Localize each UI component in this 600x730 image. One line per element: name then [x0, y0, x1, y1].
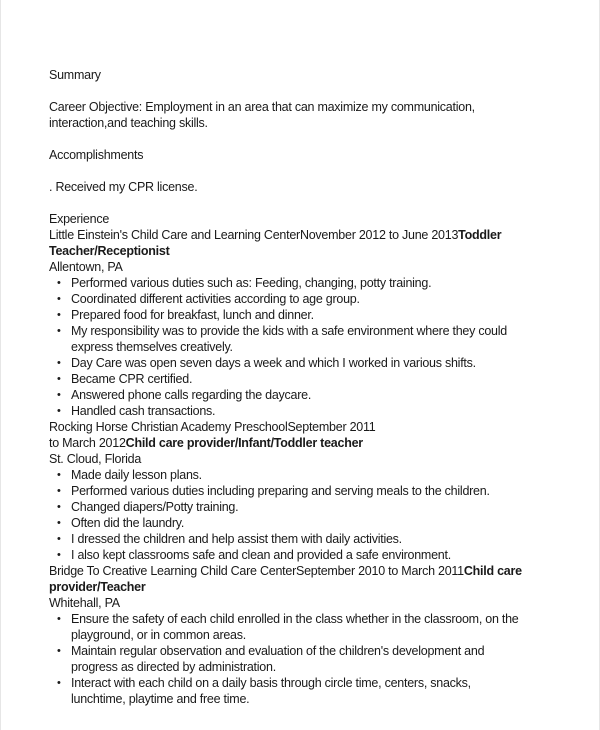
job-entry [49, 227, 539, 419]
bullet-icon: • [57, 645, 61, 657]
list-item: • Often did the laundry. [57, 516, 185, 530]
bullet-icon: • [57, 405, 61, 417]
accomplishment-item: . Received my CPR license. [49, 180, 198, 194]
bullet-icon: • [57, 469, 61, 481]
job-entry [49, 563, 539, 707]
list-item: • Day Care was open seven days a week and which I worked in various shifts. [57, 356, 476, 370]
list-item: • Answered phone calls regarding the daycare. [57, 388, 312, 402]
job-location: Whitehall, PA [49, 596, 120, 610]
list-item: • Coordinated different activities according to age group. [57, 292, 360, 306]
job-duties-list [49, 275, 539, 419]
bullet-icon: • [57, 309, 61, 321]
job-title: Toddler Teacher/Receptionist [49, 228, 502, 258]
list-item: • Changed diapers/Potty training. [57, 500, 239, 514]
list-item: • Maintain regular observation and evaluation of the children's development and progress as directed by administration. [57, 644, 485, 674]
job-location: Allentown, PA [49, 260, 123, 274]
job-duties-list [49, 611, 539, 707]
job-header [49, 563, 539, 595]
list-item: • Became CPR certified. [57, 372, 193, 386]
bullet-icon: • [57, 485, 61, 497]
list-item: • I also kept classrooms safe and clean and provided a safe environment. [57, 548, 451, 562]
bullet-icon: • [57, 533, 61, 545]
list-item: • Performed various duties including preparing and serving meals to the children. [57, 484, 490, 498]
experience-heading: Experience [49, 212, 110, 226]
job-header [49, 419, 379, 451]
career-objective: Career Objective: Employment in an area that can maximize my communication, interaction,and teaching skills. [49, 100, 475, 130]
list-item: • Handled cash transactions. [57, 404, 216, 418]
bullet-icon: • [57, 389, 61, 401]
job-title: Child care provider/Teacher [49, 564, 522, 594]
job-employer-dates: Rocking Horse Christian Academy PreschoolSeptember 2011 to March 2012 [49, 420, 376, 450]
list-item: • Ensure the safety of each child enrolled in the class whether in the classroom, on the playground, or in common areas. [57, 612, 519, 642]
bullet-icon: • [57, 517, 61, 529]
job-entry [49, 419, 539, 563]
bullet-icon: • [57, 277, 61, 289]
list-item: • Prepared food for breakfast, lunch and dinner. [57, 308, 314, 322]
bullet-icon: • [57, 357, 61, 369]
list-item: • My responsibility was to provide the kids with a safe environment where they could express themselves creatively. [57, 324, 507, 354]
bullet-icon: • [57, 325, 61, 337]
job-title: Child care provider/Infant/Toddler teacher [125, 436, 363, 450]
list-item: • Performed various duties such as: Feeding, changing, potty training. [57, 276, 432, 290]
bullet-icon: • [57, 501, 61, 513]
job-location: St. Cloud, Florida [49, 452, 142, 466]
bullet-icon: • [57, 549, 61, 561]
accomplishments-heading: Accomplishments [49, 148, 144, 162]
job-employer-dates: Bridge To Creative Learning Child Care CenterSeptember 2010 to March 2011 [49, 564, 464, 578]
list-item: • Interact with each child on a daily basis through circle time, centers, snacks, lunchtime, playtime and free time. [57, 676, 471, 706]
bullet-icon: • [57, 613, 61, 625]
bullet-icon: • [57, 373, 61, 385]
resume-content [49, 67, 539, 707]
job-employer-dates: Little Einstein's Child Care and Learning CenterNovember 2012 to June 2013 [49, 228, 459, 242]
bullet-icon: • [57, 293, 61, 305]
list-item: • Made daily lesson plans. [57, 468, 202, 482]
bullet-icon: • [57, 677, 61, 689]
job-header [49, 227, 539, 259]
list-item: • I dressed the children and help assist them with daily activities. [57, 532, 402, 546]
summary-heading: Summary [49, 68, 101, 82]
job-duties-list [49, 467, 539, 563]
